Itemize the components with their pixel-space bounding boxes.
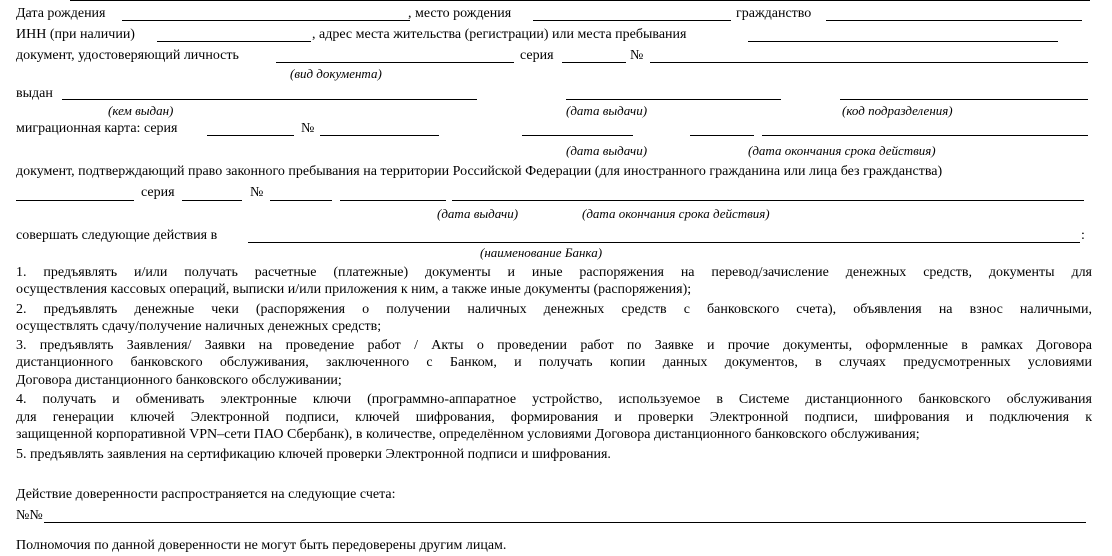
item-4-line-2: для генерации ключей Электронной подписи, ключей шифрования, формирования и проверки Электронной подписи, шифрования и подключения к: [16, 410, 1092, 425]
residence-doc-label: документ, подтверждающий право законного пребывания на территории Российской Федерации (для иностранного гражданина или лица без гражданства): [16, 164, 943, 179]
accounts-field[interactable]: [44, 522, 1086, 523]
migration-series-field[interactable]: [207, 135, 294, 136]
birth-date-label: Дата рождения: [16, 6, 106, 21]
address-field[interactable]: [748, 41, 1058, 42]
migration-expiry-field-a[interactable]: [690, 135, 754, 136]
item-2-line-1: 2. предъявлять денежные чеки (распоряжения о получении наличных денежных средств с банковского счета), объявления на взнос наличными,: [16, 302, 1092, 317]
item-3-line-1: 3. предъявлять Заявления/ Заявки на проведение работ / Акты о проведении работ по Заявке и прочие документы, оформленные в рамках Договора: [16, 338, 1092, 353]
id-series-label: серия: [520, 48, 554, 63]
birth-place-label: , место рождения: [408, 6, 512, 21]
bank-name-field[interactable]: [248, 242, 1080, 243]
item-1-line-2: осуществления кассовых операций, выписки и/или приложения к ним, а также иные документы (распоряжения);: [16, 282, 692, 297]
id-series-field[interactable]: [562, 62, 626, 63]
division-code-field[interactable]: [840, 99, 1088, 100]
hint-issued-by: (кем выдан): [108, 103, 174, 118]
hint-migration-issue-date: (дата выдачи): [566, 143, 648, 158]
id-number-label: №: [630, 48, 644, 63]
hint-migration-expiry: (дата окончания срока действия): [748, 143, 936, 158]
item-4-line-3: защищенной корпоративной VPN–сети ПАО Сбербанк), в количестве, определённом условиями Договора дистанционного банковского обслуживания;: [16, 427, 920, 442]
migration-expiry-field-b[interactable]: [762, 135, 1088, 136]
id-number-field[interactable]: [650, 62, 1088, 63]
residence-series-label: серия: [141, 185, 175, 200]
item-1-line-1: 1. предъявлять и/или получать расчетные (платежные) документы и иные распоряжения на перевод/зачисление денежных средств, документы для: [16, 265, 1092, 280]
actions-colon: :: [1081, 228, 1085, 243]
inn-label: ИНН (при наличии): [16, 27, 135, 42]
residence-expiry-field[interactable]: [452, 200, 1084, 201]
issued-label: выдан: [16, 86, 53, 101]
hint-division-code: (код подразделения): [842, 103, 953, 118]
residence-issue-date-field[interactable]: [340, 200, 446, 201]
hint-doc-type: (вид документа): [290, 66, 382, 81]
hint-residence-issue-date: (дата выдачи): [437, 206, 519, 221]
citizenship-field[interactable]: [826, 20, 1082, 21]
hint-bank-name: (наименование Банка): [480, 245, 603, 260]
residence-number-label: №: [250, 185, 264, 200]
residence-doc-field[interactable]: [16, 200, 134, 201]
id-document-field[interactable]: [276, 62, 514, 63]
issued-by-field[interactable]: [62, 99, 477, 100]
item-3-line-2: дистанционного банковского обслуживания, заключенного с Банком, и получать копии данных документов, в случаях предусмотренных условиями: [16, 355, 1092, 370]
migration-number-label: №: [301, 121, 315, 136]
item-3-line-3: Договора дистанционного банковского обслуживании;: [16, 373, 342, 388]
footer-note: Полномочия по данной доверенности не могут быть передоверены другим лицам.: [16, 538, 507, 553]
residence-series-field[interactable]: [182, 200, 242, 201]
clipped-top-line: [70, 0, 1090, 1]
issue-date-field[interactable]: [566, 99, 781, 100]
accounts-intro: Действие доверенности распространяется на следующие счета:: [16, 487, 396, 502]
accounts-nn-label: №№: [16, 508, 43, 523]
id-document-label: документ, удостоверяющий личность: [16, 48, 239, 63]
birth-place-field[interactable]: [533, 20, 731, 21]
inn-field[interactable]: [157, 41, 311, 42]
item-4-line-1: 4. получать и обменивать электронные ключи (программно-аппаратное устройство, используемое в Системе дистанционного банковского обслуживания: [16, 392, 1092, 407]
migration-issue-date-field[interactable]: [522, 135, 633, 136]
hint-issue-date: (дата выдачи): [566, 103, 648, 118]
birth-date-field[interactable]: [122, 20, 410, 21]
item-2-line-2: осуществлять сдачу/получение наличных денежных средств;: [16, 319, 382, 334]
residence-number-field[interactable]: [270, 200, 332, 201]
migration-card-label: миграционная карта: серия: [16, 121, 178, 136]
migration-number-field[interactable]: [320, 135, 439, 136]
citizenship-label: гражданство: [736, 6, 812, 21]
item-5: 5. предъявлять заявления на сертификацию ключей проверки Электронной подписи и шифрования.: [16, 447, 611, 462]
address-label: , адрес места жительства (регистрации) или места пребывания: [312, 27, 687, 42]
hint-residence-expiry: (дата окончания срока действия): [582, 206, 770, 221]
actions-label: совершать следующие действия в: [16, 228, 218, 243]
